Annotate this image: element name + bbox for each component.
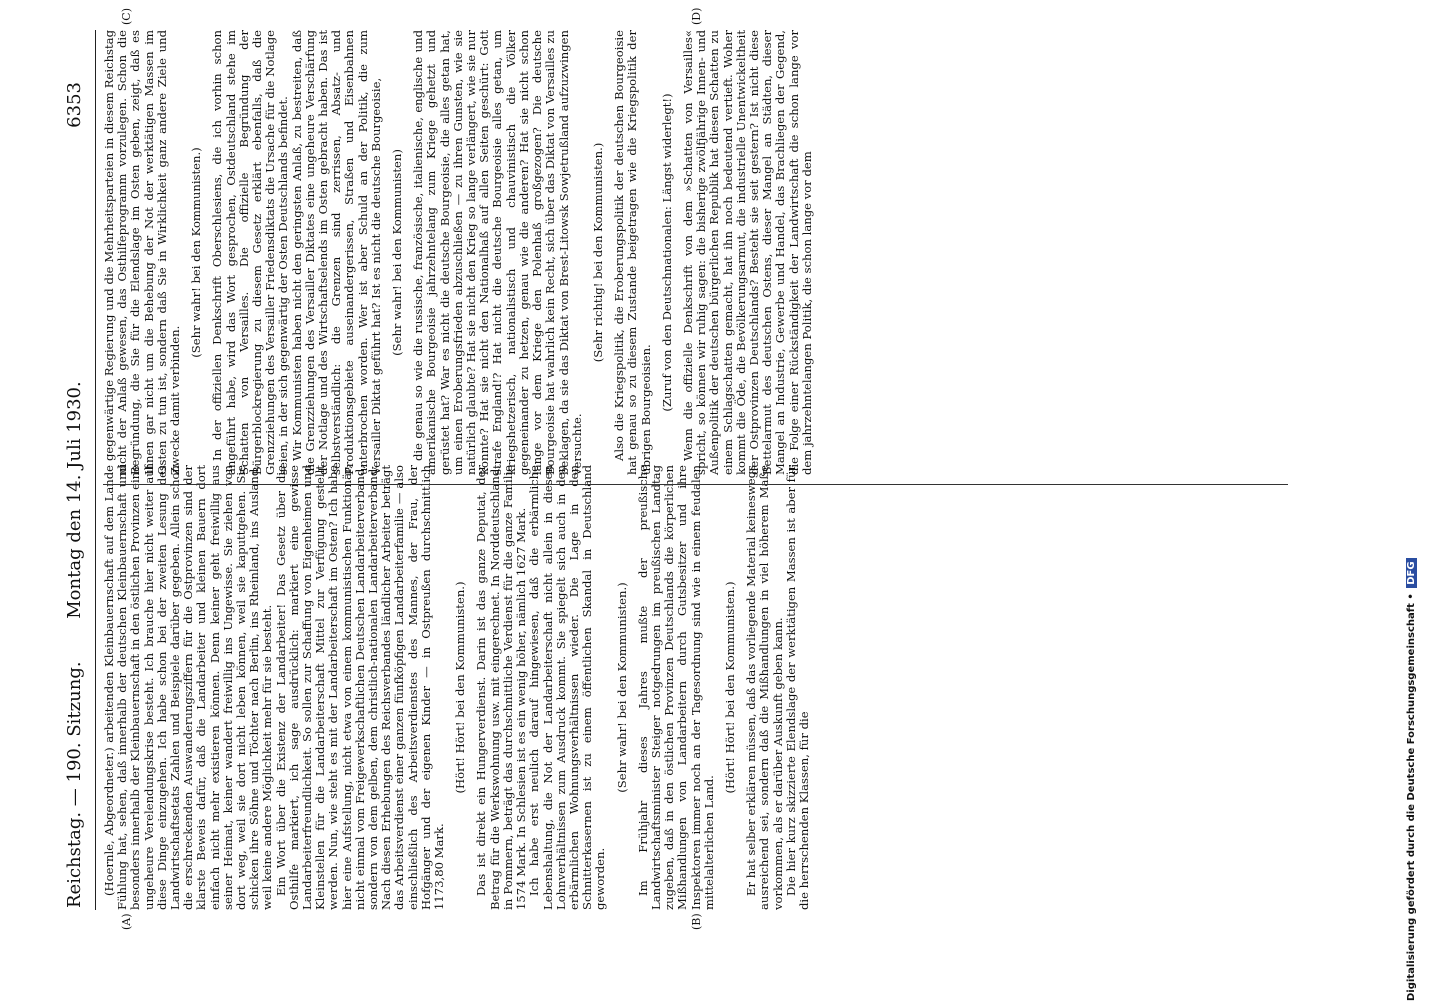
paragraph: Das ist direkt ein Hungerverdienst. Darin ist das ganze Deputat, der Betrag für die Werkswohnung usw. mit eingerechnet. In Norddeutschland, in Pommern, beträgt das durchschnittliche Verdienst für die ganze Familie 1574 Mark. In Schlesien ist es ein wenig höher, nämlich 1627 Mark.	[474, 465, 529, 910]
dfg-logo: DFG	[1406, 558, 1417, 587]
interjection: (Sehr wahr! bei den Kommunisten.)	[189, 147, 204, 358]
paragraph: Er hat selber erklären müssen, daß das vorliegende Material keineswegs ausreichend sei, sondern daß die Mißhandlungen in viel höherem Maße vorkommen, als er darüber Auskunft geben kann.	[744, 465, 785, 910]
paragraph: Wenn die offizielle Denkschrift von dem »Schatten von Versailles« spricht, so können wir ruhig sagen: die bisherige zwölfjährige Innen- und Außenpolitik der deutschen bürgerlichen Republik hat diesen Schatten zu einem Schlagschatten gemacht, hat ihn noch bedeutend vertieft. Woher kommt die Öde, die Bevölkerungsarmut, die industrielle Unentwickeltheit der Ostprovinzen Deutschlands? Besteht sie seit gestern? Ist nicht diese Bettelarmut des deutschen Ostens, dieser Mangel an Städten, dieser Mangel an Industrie, Gewerbe und Handel, das Brachliegen der Gegend, die Folge einer Rückständigkeit der Landwirtschaft die schon lange vor dem jahrzehntelangen Politik, die schon lange vor dem	[680, 30, 814, 475]
interjection: (Zuruf von den Deutschnationalen: Längst widerlegt!)	[659, 93, 674, 412]
interjection: (Sehr wahr! bei den Kommunisten)	[390, 149, 405, 356]
paragraph: Ich habe erst neulich darauf hingewiesen, daß die erbärmliche Lebenshaltung, die Not der Landarbeiterschaft nicht allein in diesen Lohnverhältnissen zum Ausdruck kommt. Sie spiegelt sich auch in den erbärmlichen Wohnungsverhältnissen wieder. Die Lage in den Schnitterkasernen ist zu einem öffentlichen Skandal in Deutschland geworden.	[527, 465, 608, 910]
paragraph: (Hoernle, Abgeordneter.) arbeitenden Kleinbauernschaft auf dem Lande Fühlung hat, sehen, daß innerhalb der deutschen Kleinbauernschaft und besonders innerhalb der Kleinbauernschaft in den östlichen Provinzen eine ungeheure Verelendungskrise besteht. Ich brauche hier nicht weiter auf diese Dinge einzugehen. Ich habe schon bei der zweiten Lesung des Landwirtschaftsetats Zahlen und Beispiele darüber gegeben. Allein schon die erschreckenden Auswanderungsziffern für die Ostprovinzen sind der klarste Beweis dafür, daß die Landarbeiter und kleinen Bauern dort einfach nicht mehr existieren können. Denn keiner geht freiwillig aus seiner Heimat, keiner wandert freiwillig ins Ungewisse. Sie ziehen von dort weg, weil sie dort nicht leben können, weil sie kaputtgehen. Sie schicken ihre Söhne und Töchter nach Berlin, ins Rheinland, ins Ausland, weil keine andere Möglichkeit mehr für sie besteht.	[102, 465, 275, 910]
paragraph: Also die Kriegspolitik, die Eroberungspolitik der deutschen Bourgeoisie hat genau so zu diesem Zustande beigetragen wie die Kriegspolitik der übrigen Bourgeoisien.	[612, 30, 653, 475]
paragraph: die genau so wie die russische, französische, italienische, englische und amerikanische Bourgeoisie jahrzehntelang zum Kriege gehetzt und gerüstet hat? War es nicht die deutsche Bourgeoisie, die alles getan hat, um einen Eroberungsfrieden abzuschließen — zu ihren Gunsten, wie sie natürlich glaubte? Hat sie nicht den Krieg so lange verlängert, wie sie nur konnte? Hat sie nicht den Nationalhaß auf allen Seiten geschürt: Gott strafe England!? Hat nicht die deutsche Bourgeoisie alles getan, um kriegshetzerisch, nationalistisch und chauvinistisch die Völker gegeneinander zu hetzen, genau wie die anderen? Hat sie nicht schon lange vor dem Kriege den Polenhaß großgezogen? Die deutsche Bourgeoisie hat wahrlich kein Recht, sich über das Diktat von Versailles zu beklagen, da sie das Diktat von Brest-Litowsk Sowjetrußland aufzuzwingen versuchte.	[411, 30, 584, 475]
margin-mark-c: (C)	[120, 8, 133, 25]
paragraph: Im Frühjahr dieses Jahres mußte der preußische Landwirtschaftsminister Steiger notgedrungen im preußischen Landtag zugeben, daß in den östlichen Provinzen Deutschlands die körperlichen Mißhandlungen von Landarbeitern durch Gutsbesitzer und ihre Inspektoren immer noch an der Tagesordnung sind wie in einem feudalen mittelalterlichen Land.	[635, 465, 716, 910]
column-separator	[103, 484, 1288, 485]
dfg-credit-strip	[1406, 6, 1428, 1001]
interjection: (Hört! Hört! bei den Kommunisten.)	[722, 581, 737, 794]
header-session: Reichstag. — 190. Sitzung.	[64, 661, 85, 908]
header-rule	[95, 30, 96, 910]
paragraph: Wir Kommunisten haben nicht den geringsten Anlaß, zu bestreiten, daß die Grenzziehungen des Versailler Diktates eine ungeheure Verschärfung der Notlage und des Wirtschaftselends im Osten gebracht haben. Das ist selbstverständlich: die Grenzen sind zerrissen, Absatz- und Produktionsgebiete auseinandergerissen, Straßen und Eisenbahnen unterbrochen worden. Wer ist aber Schuld an der Politik, die zum Versailler Diktat geführt hat? Ist es nicht die deutsche Bourgeoisie,	[289, 30, 383, 475]
page-header	[58, 22, 98, 978]
text-column-right	[103, 30, 814, 475]
interjection: (Sehr wahr! bei den Kommunisten.)	[614, 582, 629, 793]
paragraph: Die hier kurz skizzierte Elendslage der werktätigen Massen ist aber für die herrschenden Klassen, für die	[783, 465, 811, 910]
margin-mark-b: (B)	[690, 913, 703, 930]
text-column-left	[103, 465, 811, 910]
margin-mark-d: (D)	[690, 7, 703, 25]
interjection: (Sehr richtig! bei den Kommunisten.)	[590, 142, 605, 363]
page-number: 6353	[64, 82, 85, 128]
margin-mark-a: (A)	[120, 913, 133, 930]
paragraph: In der offiziellen Denkschrift Oberschlesiens, die ich vorhin schon angeführt habe, wird das Wort gesprochen, Ostdeutschland stehe im Schatten von Versailles. Die offizielle Begründung der Bürgerblockregierung zu diesem Gesetz erklärt ebenfalls, daß die Grenzziehungen des Versailler Friedensdiktats die Ursache für die Notlage seien, in der sich gegenwärtig der Osten Deutschlands befindet.	[210, 30, 291, 475]
paragraph: gegenwärtige Regierung und die Mehrheitsparteien in diesem Reichstag nicht der Anlaß gewesen, das Osthilfeprogramm vorzulegen. Schon die Begründung, die Sie für die Elendslage im Osten geben, zeigt, daß es Ihnen gar nicht um die Behebung der Not der werktätigen Massen im Osten zu tun ist, sondern daß Sie in Wirklichkeit ganz andere Ziele und Zwecke damit verbinden.	[102, 30, 183, 475]
header-date: Montag den 14. Juli 1930.	[64, 381, 85, 619]
paragraph: Ein Wort über die Existenz der Landarbeiter! Das Gesetz über die Osthilfe markiert, ich sage ausdrücklich: markiert eine gewisse Landarbeiterfreundlichkeit. So sollen zur Schaffung von Eigenheimen und Kleinstellen für die Landarbeiterschaft Mittel zur Verfügung gestellt werden. Nun, wie steht es mit der Landarbeiterschaft im Osten? Ich habe hier eine Aufstellung, nicht etwa von einem kommunistischen Funktionär, nicht einmal vom Freigewerkschaftlichen Deutschen Landarbeiterverband, sondern von dem gelben, dem christlich-nationalen Landarbeiterverband. Nach diesen Erhebungen des Reichsverbandes ländlicher Arbeiter beträgt das Arbeitsverdienst einer ganzen fünfköpfigen Landarbeiterfamilie — also einschließlich des Arbeitsverdienstes des Mannes, der Frau, der Hofgänger und der eigenen Kinder — in Ostpreußen durchschnittlich 1173,80 Mark.	[273, 465, 447, 910]
interjection: (Hört! Hört! bei den Kommunisten.)	[453, 581, 468, 794]
dfg-credit-text: Digitalisierung gefördert durch die Deutsche Forschungsgemeinschaft •	[1406, 593, 1417, 1001]
